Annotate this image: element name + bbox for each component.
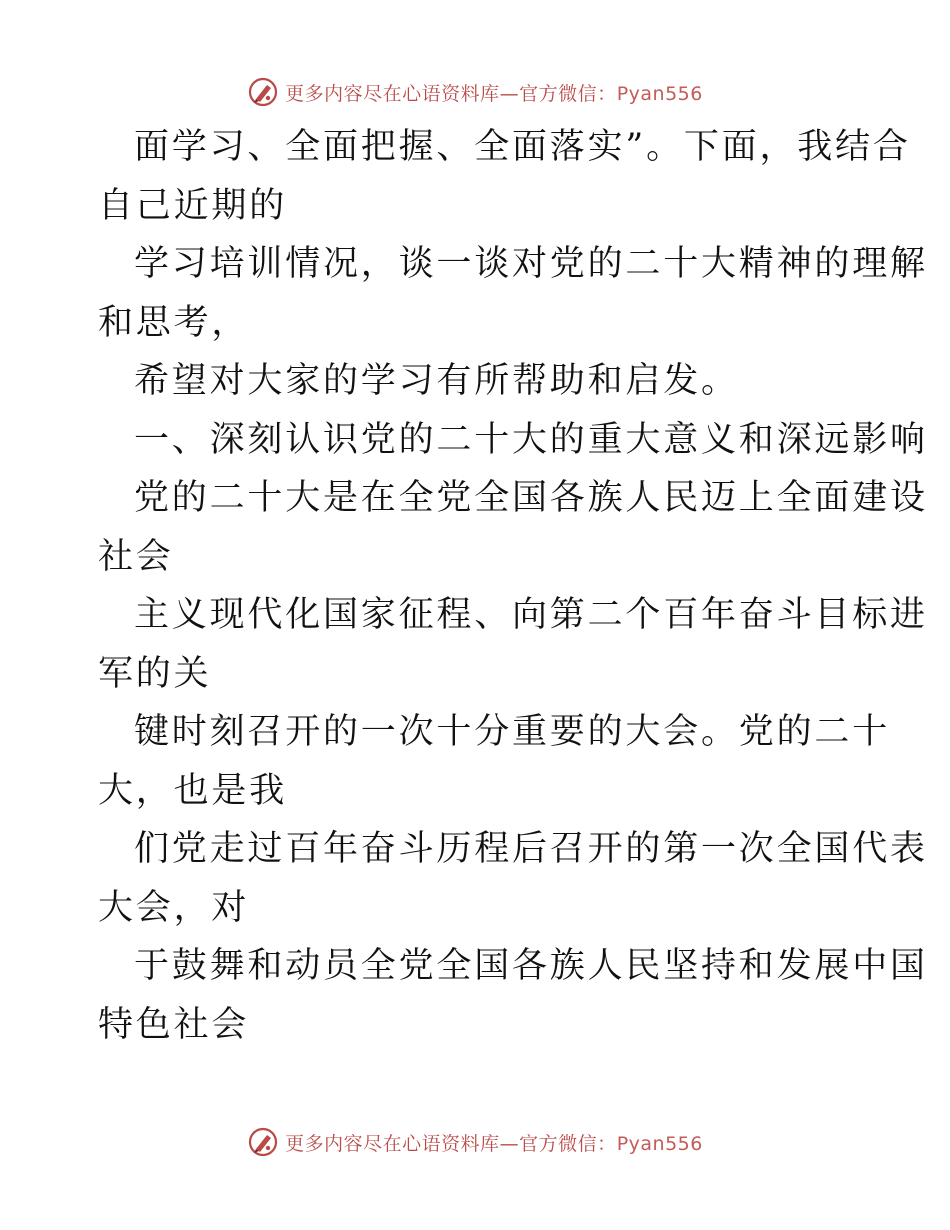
text-line: 军的关 — [98, 653, 212, 694]
footer-watermark — [0, 1122, 950, 1162]
text-line: 键时刻召开的一次十分重要的大会。党的二十 — [134, 712, 891, 752]
text-line: 社会 — [98, 536, 174, 577]
text-line: 大会，对 — [98, 887, 250, 928]
watermark-account-label: 官方微信： — [519, 1132, 617, 1155]
watermark-text: 更多内容尽在心语资料库 — [285, 82, 500, 105]
text-line: 于鼓舞和动员全党全国各族人民坚持和发展中国 — [134, 946, 928, 986]
text-line: 自己近期的 — [98, 185, 288, 226]
text-line: 特色社会 — [98, 1004, 250, 1045]
watermark-separator: — — [499, 82, 520, 105]
text-line: 党的二十大是在全党全国各族人民迈上全面建设 — [134, 478, 928, 518]
document-body — [98, 118, 928, 1054]
watermark-account-id: Pyan556 — [616, 1132, 703, 1155]
watermark-account-id: Pyan556 — [616, 82, 703, 105]
text-line: 和思考， — [98, 302, 250, 343]
watermark-text: 更多内容尽在心语资料库 — [285, 1132, 500, 1155]
text-line: 学习培训情况，谈一谈对党的二十大精神的理解 — [134, 244, 928, 284]
watermark-separator: — — [499, 1132, 520, 1155]
text-line: 们党走过百年奋斗历程后召开的第一次全国代表 — [134, 829, 928, 869]
text-line: 大，也是我 — [98, 770, 288, 811]
text-line: 面学习、全面把握、全面落实”。下面，我结合 — [134, 127, 911, 167]
section-heading: 一、深刻认识党的二十大的重大意义和深远影响 — [134, 419, 928, 460]
watermark-account-label: 官方微信： — [519, 82, 617, 105]
pen-seal-icon — [247, 76, 279, 108]
header-watermark — [0, 72, 950, 112]
text-line: 希望对大家的学习有所帮助和启发。 — [134, 361, 739, 401]
text-line: 主义现代化国家征程、向第二个百年奋斗目标进 — [134, 595, 928, 635]
pen-seal-icon — [247, 1126, 279, 1158]
